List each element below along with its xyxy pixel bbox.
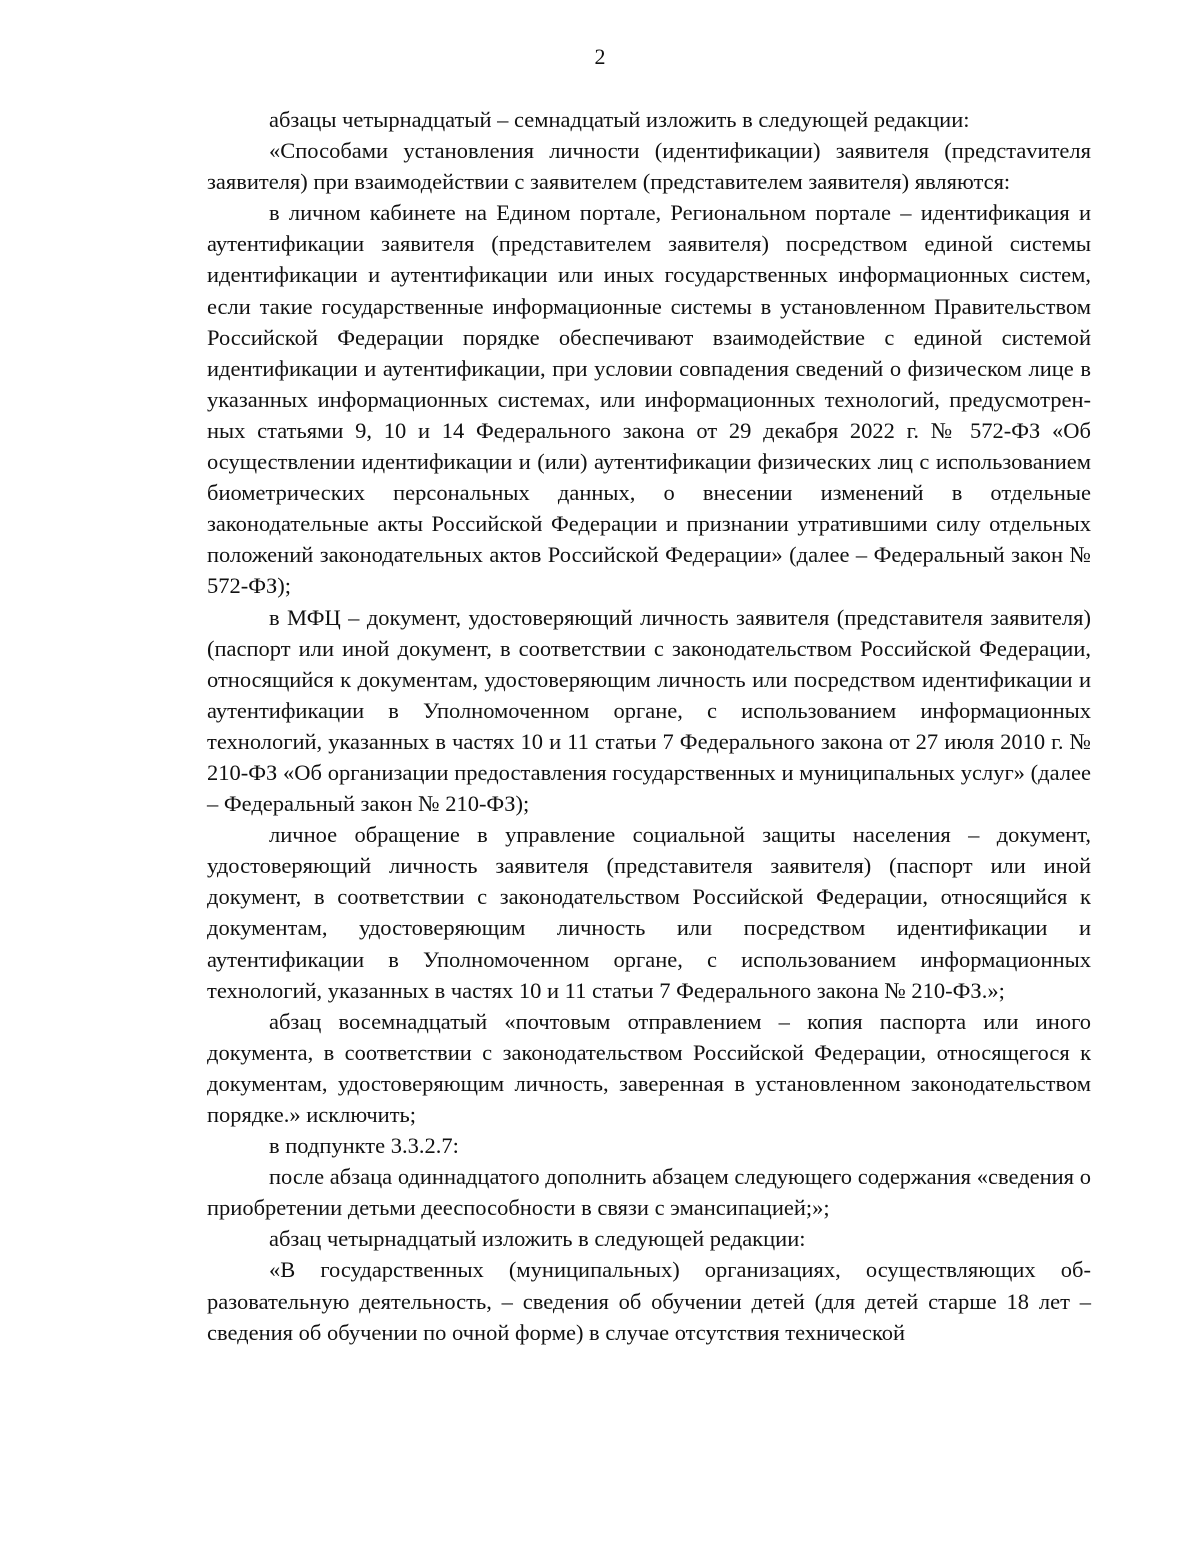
paragraph-5: личное обращение в управление социальной защиты населения – документ, удостоверяющий личность заявителя (представителя заявителя) (паспорт или иной документ, в соответствии с законодательством Российской Федерации, относящийся к документам, удостоверяющим личность или посредством идентификации и аутентификации в Уполномоченном органе, с использованием информационных технологий, указанных в частях 10 и 11 статьи 7 Федерального закона № 210-ФЗ.»;: [207, 822, 1091, 1003]
paragraph-9: абзац четырнадцатый изложить в следующей редакции:: [269, 1226, 806, 1252]
paragraph-7: в подпункте 3.3.2.7:: [269, 1133, 459, 1159]
paragraph-10: «В государственных (муниципальных) организациях, осуществляющих образовательную деятельность, – сведения об обучении детей (для детей старше 18 лет – сведения об обучении по очной форме) в случае отсутствия технической: [207, 1257, 1091, 1345]
paragraph-8: после абзаца одиннадцатого дополнить абзацем следующего содержания «сведения о приобретении детьми дееспособности в связи с эмансипацией;»;: [207, 1164, 1091, 1221]
page-number: 2: [594, 44, 606, 69]
paragraph-3: в личном кабинете на Едином портале, Региональном портале – идентификация и аутентификации заявителя (представителем заявителя) посредством единой системы идентификации и аутентификации или иных государственных информационных систем, если такие государственные информационные системы в установленном Правительством Российской Федерации порядке обеспечивают взаимодействие с единой системой идентификации и аутентификации, при условии совпадения сведений о физическом лице в указанных информационных системах, или информационных технологий, предусмотренных статьями 9, 10 и 14 Федерального закона от 29 декабря 2022 г. № 572-ФЗ «Об осуществлении идентификации и (или) аутентификации физических лиц с использованием биометрических персональных данных, о внесении изменений в отдельные законодательные акты Российской Федерации и признании утратившими силу отдельных положений законодательных актов Российской Федерации» (далее – Федеральный закон № 572-ФЗ);: [207, 200, 1091, 599]
paragraph-2: «Способами установления личности (идентификации) заявителя (предстаvителя заявителя) при взаимодействии с заявителем (представителем заявителя) являются:: [207, 138, 1091, 195]
paragraph-1: абзацы четырнадцатый – семнадцатый изложить в следующей редакции:: [269, 107, 970, 132]
paragraph-6: абзац восемнадцатый «почтовым отправлением – копия паспорта или иного документа, в соответствии с законодательством Российской Федерации, относящегося к документам, удостоверяющим личность, заверенная в установленном законодательством порядке.» исключить;: [207, 1008, 1091, 1127]
document-body: [207, 104, 1091, 1348]
paragraph-4: в МФЦ – документ, удостоверяющий личность заявителя (представителя заявителя) (паспорт или иной документ, в соответствии с законодательством Российской Федерации, относящийся к документам, удостоверяющим личность или посредством идентификации и аутентификации в Уполномоченном органе, с использованием информационных технологий, указанных в частях 10 и 11 статьи 7 Федерального закона от 27 июля 2010 г. № 210-ФЗ «Об организации предоставления государственных и муниципальных услуг» (далее – Федеральный закон № 210-ФЗ);: [207, 604, 1091, 817]
